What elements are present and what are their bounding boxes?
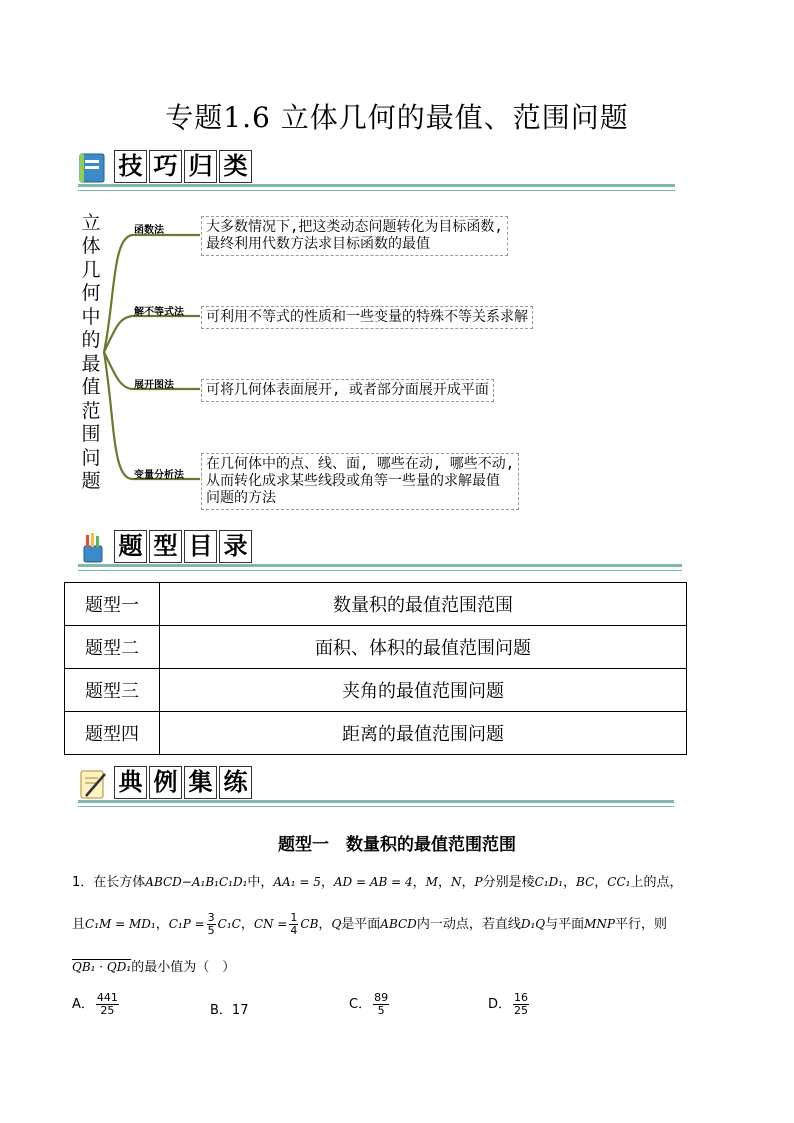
fraction-num: 16 — [514, 991, 529, 1004]
section-rule — [78, 806, 674, 807]
problem-text: ， — [594, 875, 608, 890]
math: BC — [576, 875, 595, 889]
problem-text: ， — [155, 917, 169, 932]
section-char: 巧 — [149, 150, 182, 183]
problem-text: 与平面 — [545, 917, 585, 932]
mindmap-root-char: 立 — [81, 212, 101, 234]
problem-line-2 — [72, 912, 667, 937]
choice-letter: C． — [349, 997, 372, 1012]
problem-text: 中， — [247, 875, 274, 890]
math: CN = — [253, 917, 288, 931]
problem-text: ， — [437, 875, 451, 890]
section-rule — [78, 800, 674, 803]
problem-text: ， — [461, 875, 475, 890]
fraction-num: 89 — [374, 991, 389, 1004]
section-char: 集 — [184, 766, 217, 799]
mindmap-root-char: 值 — [81, 376, 101, 398]
choice-letter: B． — [210, 1003, 232, 1018]
branch-text: 可将几何体表面展开, 或者部分面展开成平面 — [206, 382, 489, 398]
math: CB — [300, 917, 319, 931]
math: N — [450, 875, 462, 889]
problem-text: 1．在长方体 — [72, 875, 146, 890]
types-table — [64, 582, 687, 755]
math: MNP — [584, 917, 615, 931]
problem-text: ， — [318, 917, 332, 932]
type-name: 题型二 — [65, 626, 160, 669]
branch-text: 在几何体中的点、线、面, 哪些在动, 哪些不动, — [206, 456, 515, 472]
math: AA₁ = 5 — [273, 875, 321, 889]
pencil-cup-icon — [78, 532, 108, 564]
type-name: 题型一 — [65, 583, 160, 626]
type-desc: 距离的最值范围问题 — [160, 712, 687, 755]
page-title: 专题1.6 立体几何的最值、范围问题 — [165, 101, 629, 134]
section-char: 例 — [149, 766, 182, 799]
section-char: 练 — [219, 766, 252, 799]
math: M — [425, 875, 438, 889]
section-header-examples — [78, 764, 676, 808]
branch-box-function — [201, 216, 508, 256]
section-header-types — [78, 528, 684, 572]
section-header-techniques — [78, 148, 678, 192]
choice-value: 17 — [231, 1003, 249, 1018]
math: QB₁ · QD₁ — [72, 960, 132, 974]
math: C₁D₁ — [534, 875, 564, 889]
type-subheading: 题型一 数量积的最值范围范围 — [278, 835, 516, 855]
choice-c[interactable] — [349, 992, 391, 1017]
branch-label: 变量分析法 — [134, 470, 184, 481]
mindmap-root-char: 中 — [81, 306, 101, 328]
branch-label: 函数法 — [134, 225, 164, 236]
section-char: 类 — [219, 150, 252, 183]
notebook-icon — [78, 152, 108, 184]
math: Q — [331, 917, 342, 931]
fraction-den: 25 — [100, 1004, 115, 1017]
mindmap — [0, 200, 794, 520]
problem-text: ， — [320, 875, 334, 890]
mindmap-root-char: 范 — [81, 400, 101, 422]
mindmap-root-char: 围 — [81, 423, 101, 445]
problem-text: ， — [240, 917, 254, 932]
mindmap-root-char: 题 — [81, 470, 101, 492]
fraction — [96, 992, 119, 1017]
math: P — [474, 875, 483, 889]
fraction-num: 1 — [290, 911, 298, 924]
fraction-den: 5 — [377, 1004, 385, 1017]
table-row — [65, 669, 687, 712]
problem-line-1 — [72, 872, 683, 893]
fraction-den: 25 — [514, 1004, 529, 1017]
section-char: 技 — [114, 150, 147, 183]
branch-text: 大多数情况下,把这类动态问题转化为目标函数, — [206, 219, 503, 235]
type-desc: 夹角的最值范围问题 — [160, 669, 687, 712]
math: ABCD — [380, 917, 417, 931]
mindmap-root-char: 几 — [81, 259, 101, 281]
branch-label: 展开图法 — [134, 380, 174, 391]
branch-text: 从而转化成求某些线段或角等一些量的求解最值 — [206, 473, 500, 489]
mindmap-root-char: 体 — [81, 235, 101, 257]
section-rule — [78, 570, 682, 571]
problem-text: 的最小值为（ ） — [131, 960, 236, 975]
section-rule — [78, 190, 675, 191]
math: CC₁ — [607, 875, 631, 889]
fraction — [207, 912, 216, 937]
problem-text: 是平面 — [341, 917, 381, 932]
math: D₁Q — [520, 917, 546, 931]
choice-letter: D． — [488, 997, 512, 1012]
fraction-den: 5 — [207, 924, 215, 937]
branch-box-inequality — [201, 306, 533, 329]
table-row — [65, 626, 687, 669]
section-rule — [78, 564, 682, 567]
branch-text: 问题的方法 — [206, 490, 276, 506]
choice-b[interactable] — [210, 999, 248, 1018]
math: ABCD−A₁B₁C₁D₁ — [145, 875, 248, 889]
problem-text: 平行，则 — [615, 917, 668, 932]
mindmap-root-char: 的 — [81, 329, 101, 351]
problem-text: ， — [563, 875, 577, 890]
choice-d[interactable] — [488, 992, 531, 1017]
mindmap-root-char: 最 — [81, 353, 101, 375]
branch-box-variable — [201, 453, 519, 510]
section-rule — [78, 184, 675, 187]
branch-label: 解不等式法 — [134, 307, 184, 318]
choice-a[interactable] — [72, 992, 121, 1017]
branch-text: 可利用不等式的性质和一些变量的特殊不等关系求解 — [206, 309, 528, 325]
section-char: 型 — [149, 530, 182, 563]
type-name: 题型三 — [65, 669, 160, 712]
type-desc: 数量积的最值范围范围 — [160, 583, 687, 626]
fraction — [373, 992, 389, 1017]
table-row — [65, 583, 687, 626]
math: C₁C — [217, 917, 241, 931]
type-name: 题型四 — [65, 712, 160, 755]
problem-line-3 — [72, 957, 235, 978]
math: C₁M = MD₁ — [85, 917, 156, 931]
fraction-num: 441 — [96, 991, 118, 1004]
type-desc: 面积、体积的最值范围问题 — [160, 626, 687, 669]
fraction — [513, 992, 529, 1017]
table-row — [65, 712, 687, 755]
mindmap-root-char: 问 — [81, 447, 101, 469]
section-char: 录 — [219, 530, 252, 563]
section-char: 典 — [114, 766, 147, 799]
choice-letter: A． — [72, 997, 94, 1012]
branch-text: 最终利用代数方法求目标函数的最值 — [206, 236, 430, 252]
fraction-num: 3 — [207, 911, 215, 924]
math: AD = AB = 4 — [333, 875, 413, 889]
section-char: 题 — [114, 530, 147, 563]
section-char: 归 — [184, 150, 217, 183]
problem-text: 且 — [72, 917, 86, 932]
math: C₁P = — [168, 917, 205, 931]
problem-text: ， — [412, 875, 426, 890]
section-char: 目 — [184, 530, 217, 563]
fraction-den: 4 — [290, 924, 298, 937]
fraction — [289, 912, 298, 937]
branch-box-unfold — [201, 379, 494, 402]
mindmap-root-char: 何 — [81, 282, 101, 304]
problem-text: 分别是棱 — [482, 875, 535, 890]
clipboard-pen-icon — [78, 768, 108, 800]
problem-text: 内一动点，若直线 — [416, 917, 521, 932]
problem-text: 上的点， — [630, 875, 683, 890]
